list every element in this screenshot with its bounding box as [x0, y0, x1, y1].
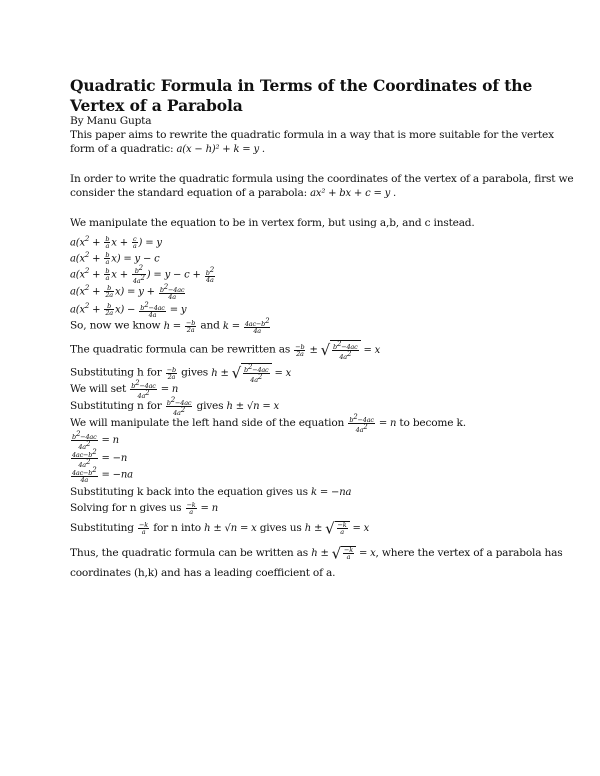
equation-step-8: $\frac{4ac-b2}{4a}$ = −na	[72, 466, 133, 485]
sub-k-line: Substituting k back into the equation gives us k = −na	[70, 486, 352, 498]
para2-line-1: In order to write the quadratic formula using the coordinates of the vertex of a parabola, first we	[70, 173, 574, 185]
equation-step-5: $a(x^2$ + $\frac{b}{2a}$ x) − $\frac{b2-4ac}{4a}$ = y	[70, 300, 187, 319]
author-line: By Manu Gupta	[70, 115, 152, 127]
intro-line-2-text: form of a quadratic:	[70, 143, 174, 155]
qf-equation-4: h ± √ $\frac{-k}{a}$ = x	[304, 519, 370, 538]
n-result: $\frac{-k}{a}$ = n	[186, 501, 218, 516]
coords-line: coordinates (h,k) and has a leading coefficient of a.	[70, 567, 336, 579]
qf-final: h ± √ $\frac{-k}{a}$ = x	[311, 544, 376, 563]
vertex-form-equation: a(x − h)² + k = y .	[176, 144, 265, 155]
so-now-line: So, now we know h = $\frac{-b}{2a}$ and k = $\frac{4ac-b2}{4a}$	[70, 317, 270, 336]
para3-line-1: We manipulate the equation to be in vertex form, but using a,b, and c instead.	[70, 217, 475, 229]
para2-line-2-text: consider the standard equation of a parabola:	[70, 187, 307, 199]
k-result: k = −na	[311, 487, 352, 498]
k-equation: k = $\frac{4ac-b2}{4a}$	[222, 317, 270, 336]
sub-n-line: Substituting n for $\frac{b2-4ac}{4a2}$ gives h ± √n = x	[70, 396, 279, 418]
equation-step-1: $a(x^2$ + $\frac{b}{a}$ x + $\frac{c}{a}$ ) = y	[70, 235, 162, 251]
standard-form-equation: ax² + bx + c = y .	[310, 188, 397, 199]
sub-h-line: Substituting h for $\frac{-b}{2a}$ gives h ± √ $\frac{b2-4ac}{4a2}$ = x	[70, 363, 292, 385]
equation-step-6: $\frac{b2-4ac}{4a2}$ = n	[72, 430, 119, 452]
qf-equation-3: h ± √n = x	[226, 401, 279, 413]
set-n-line: We will set $\frac{b2-4ac}{4a2}$ = n	[70, 379, 179, 401]
equation-step-4: $a(x^2$ + $\frac{b}{2a}$ x) = y + $\frac{b2-4ac}{4a}$	[70, 282, 185, 301]
qf-equation-2: h ± √ $\frac{b2-4ac}{4a2}$ = x	[211, 363, 292, 385]
equation-step-3: $a(x^2$ + $\frac{b}{a}$ x + $\frac{b2}{4a2}$ ) = y − c + $\frac{b2}{4a}$	[70, 264, 214, 286]
substituting-line: Substituting $\frac{-k}{a}$ for n into h ± √n = x gives us h ± √ $\frac{-k}{a}$ = x	[70, 519, 370, 538]
para2-line-2	[70, 186, 396, 201]
equation-step-7: $\frac{4ac-b2}{4a2}$ = −n	[72, 448, 128, 470]
h-equation: h = $\frac{-b}{2a}$	[163, 318, 196, 334]
n-definition: $\frac{b2-4ac}{4a2}$ = n	[131, 379, 179, 401]
qf-equation-1: $\frac{-b}{2a}$ ± √ $\frac{b2-4ac}{4a2}$ = x	[295, 340, 381, 362]
intro-line-2	[70, 142, 265, 157]
thus-line: Thus, the quadratic formula can be written as h ± √ $\frac{-k}{a}$ = x, where the vertex of a parabola has	[70, 544, 563, 563]
page-title: Quadratic Formula in Terms of the Coordinates of the Vertex of a Parabola	[70, 76, 533, 115]
intro-line-1: This paper aims to rewrite the quadratic formula in a way that is more suitable for the vertex	[70, 129, 554, 141]
qf-rewritten-line: The quadratic formula can be rewritten as $\frac{-b}{2a}$ ± √ $\frac{b2-4ac}{4a2}$ = x	[70, 340, 381, 362]
equation-step-2: $a(x^2$ + $\frac{b}{a}$ x) = y − c	[70, 251, 160, 267]
solving-n-line: Solving for n gives us $\frac{-k}{a}$ = n	[70, 501, 218, 516]
manip-line: We will manipulate the left hand side of the equation $\frac{b2-4ac}{4a2}$ = n to become k.	[70, 413, 466, 435]
